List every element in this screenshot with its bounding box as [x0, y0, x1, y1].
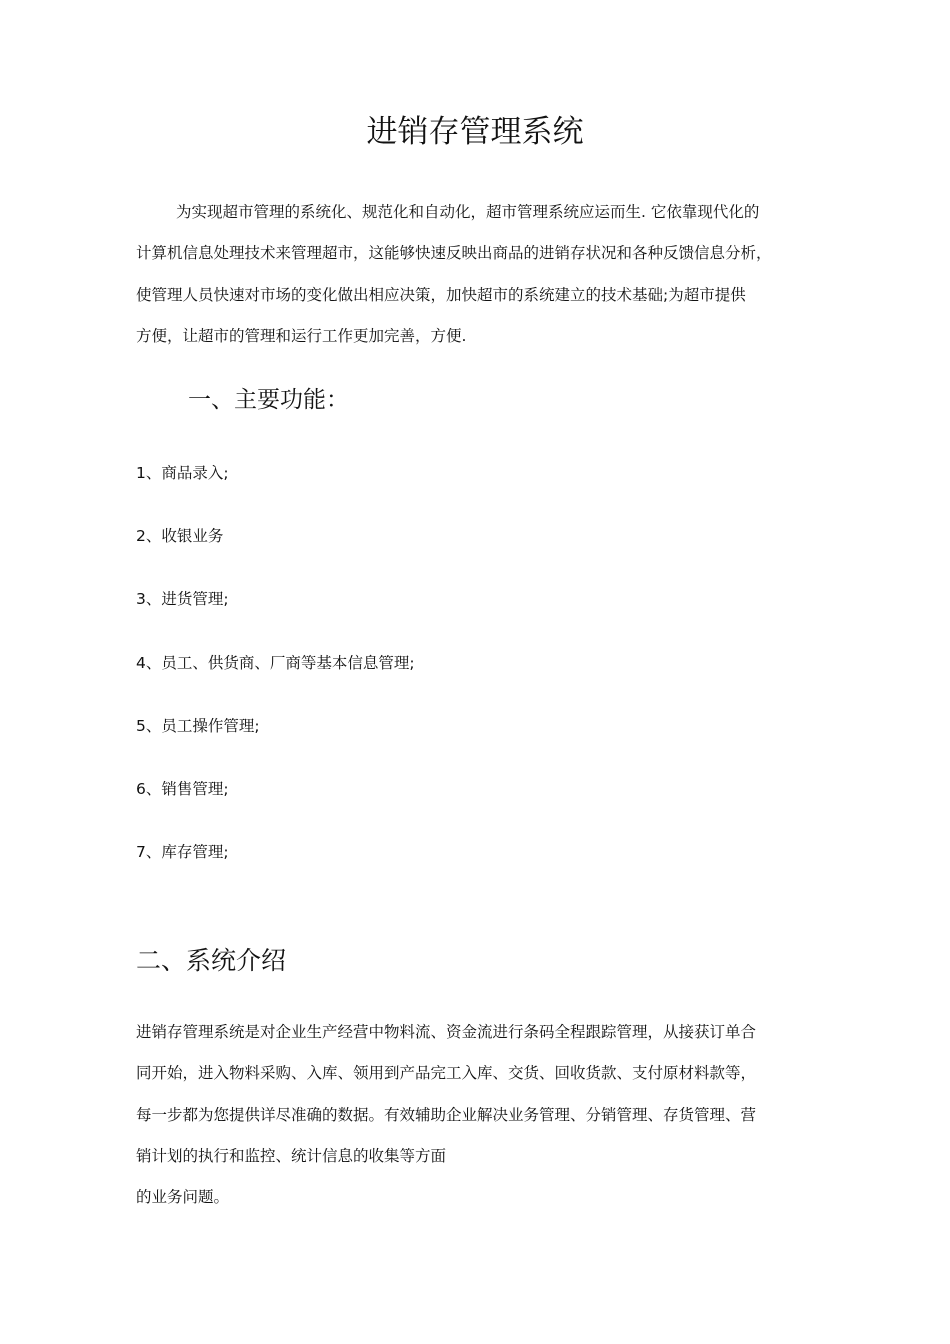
list-item: 6、销售管理;	[136, 779, 229, 798]
section-heading-system-intro: 二、系统介绍	[136, 946, 287, 975]
intro-line: 计算机信息处理技术来管理超市，这能够快速反映出商品的进销存状况和各种反馈信息分析，	[136, 244, 772, 263]
list-item: 2、收银业务	[136, 527, 224, 546]
intro-line: 为实现超市管理的系统化、规范化和自动化，超市管理系统应运而生. 它依靠现代化的	[176, 203, 760, 221]
function-list	[136, 458, 415, 900]
intro-paragraph	[136, 192, 824, 357]
list-item: 1、商品录入;	[136, 464, 229, 482]
system-intro-line: 的业务问题。	[136, 1188, 230, 1207]
list-item: 4、员工、供货商、厂商等基本信息管理;	[136, 653, 415, 672]
system-intro-line: 每一步都为您提供详尽准确的数据。有效辅助企业解决业务管理、分销管理、存货管理、营	[136, 1105, 757, 1124]
document-title: 进销存管理系统	[366, 114, 584, 150]
intro-line: 方便，让超市的管理和运行工作更加完善，方便.	[136, 326, 467, 345]
list-item: 7、库存管理;	[136, 843, 229, 862]
system-intro-line: 进销存管理系统是对企业生产经营中物料流、资金流进行条码全程跟踪管理，从接获订单合	[136, 1023, 757, 1041]
list-item: 5、员工操作管理;	[136, 716, 260, 735]
system-intro-paragraph	[136, 1012, 824, 1218]
section-heading-main-functions: 一、主要功能：	[188, 387, 349, 413]
intro-line: 使管理人员快速对市场的变化做出相应决策，加快超市的系统建立的技术基础;为超市提供	[136, 285, 746, 304]
list-item: 3、进货管理;	[136, 590, 229, 609]
system-intro-line: 同开始，进入物料采购、入库、领用到产品完工入库、交货、回收货款、支付原材料款等，	[136, 1064, 757, 1083]
system-intro-line: 销计划的执行和监控、统计信息的收集等方面	[136, 1146, 447, 1165]
